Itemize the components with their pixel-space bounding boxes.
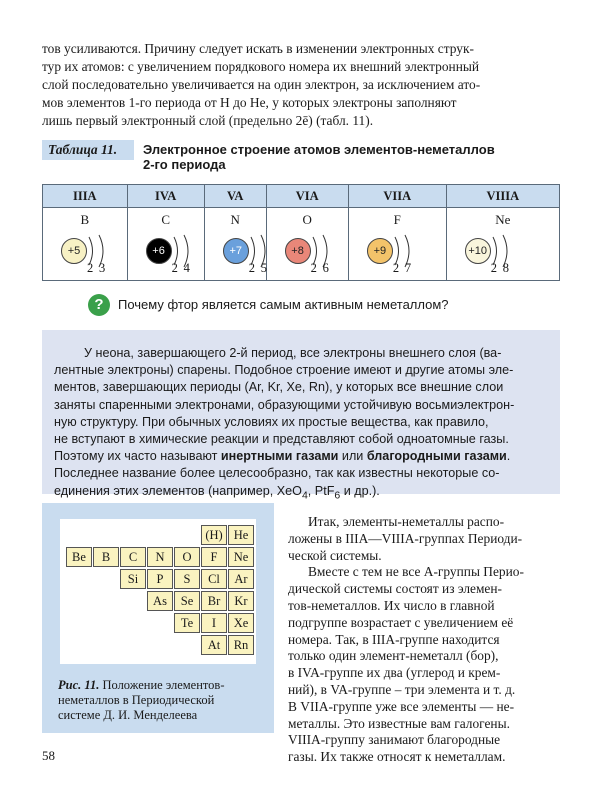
electron-count: 3 (99, 261, 106, 275)
figure-caption-line: системе Д. И. Менделеева (58, 708, 198, 722)
electron-count: 2 (490, 261, 497, 275)
right-paragraph-1: Итак, элементы-неметаллы распо- ложены в IIIA—VIIIA-группах Периоди- ческой системы. (288, 514, 523, 563)
atom-diagram (285, 234, 355, 274)
figure-caption-line: неметаллов в Периодической (58, 693, 215, 707)
element-cell: Ne (228, 547, 254, 567)
element-cell: Xe (228, 613, 254, 633)
element-cell (127, 208, 204, 281)
group-header: VIIIA (446, 185, 559, 208)
group-header: VA (204, 185, 266, 208)
page-number: 58 (42, 748, 55, 763)
element-cell: F (201, 547, 227, 567)
box-line: Поэтому их часто называют инертными газами или благородными газами. (54, 449, 511, 464)
group-header: IVA (127, 185, 204, 208)
electron-structure-table (42, 184, 560, 281)
electron-count: 4 (183, 261, 190, 275)
element-cell: Se (174, 591, 200, 611)
element-symbol: F (393, 212, 401, 227)
intro-line: лишь первый электронный слой (предельно 2ē) (табл. 11). (42, 113, 374, 128)
electron-count: 6 (322, 261, 329, 275)
right-paragraph-2: Вместе с тем не все А-группы Перио- дической системы состоят из элемен- тов-неметаллов. Их число в главной подгруппе возрастает с увеличением её номера. Так, в IIIA-группе находится только один элемент-неметалл (бор), в IVA-группе их два (углерод и крем- ний), в VA-группе – три элемента и т. д. В VIIA-группе уже все элементы — не- металлы. Это известные вам галогены. VIIIA-группу занимают благородные газы. Их также относят к неметаллам. (288, 564, 524, 765)
element-cell: C (120, 547, 146, 567)
element-cell: Te (174, 613, 200, 633)
element-cell: Cl (201, 569, 227, 589)
group-header: VIA (266, 185, 348, 208)
nucleus-icon: +10 (465, 238, 491, 264)
figure-caption-line: Положение элементов- (102, 678, 225, 692)
electron-count: 2 (248, 261, 256, 275)
element-cell: I (201, 613, 227, 633)
electron-count: 2 (171, 261, 178, 275)
element-cell: Kr (228, 591, 254, 611)
intro-line: тур их атомов: с увеличением порядкового номера их внешний электронный (42, 59, 480, 74)
element-cell: O (174, 547, 200, 567)
figure-caption (58, 678, 268, 723)
atom-diagram (465, 234, 535, 274)
element-cell: Be (66, 547, 92, 567)
box-line: заняты спаренными электронами, образующими устойчивую восьмиэлектрон- (54, 397, 515, 412)
nucleus-icon: +8 (285, 238, 311, 264)
element-cell: B (93, 547, 119, 567)
element-cell: He (228, 525, 254, 545)
electron-count: 5 (260, 261, 268, 275)
nucleus-icon: +5 (61, 238, 87, 264)
element-cell: P (147, 569, 173, 589)
table-caption-line: Электронное строение атомов элементов-неметаллов (143, 142, 495, 157)
electron-count: 2 (310, 261, 317, 275)
element-cell (348, 208, 446, 281)
element-cell: Si (120, 569, 146, 589)
element-symbol: O (302, 212, 312, 227)
element-symbol: N (230, 212, 240, 227)
intro-line: мов элементов 1-го периода от H до He, у которых электроны заполняют (42, 95, 457, 110)
term-noble-gases: благородными газами (366, 449, 507, 464)
figure-caption-label: Рис. 11. (58, 678, 100, 692)
element-cell: S (174, 569, 200, 589)
nucleus-icon: +9 (367, 238, 393, 264)
box-line: ную структуру. При обычных условиях их простые вещества, как правило, (54, 414, 489, 429)
element-cell: (H) (201, 525, 227, 545)
nucleus-icon: +7 (223, 238, 249, 264)
element-symbol: Ne (495, 212, 511, 227)
element-symbol: B (80, 212, 90, 227)
element-cell: As (147, 591, 173, 611)
element-symbol: C (161, 212, 170, 227)
term-inert-gases: инертными газами (220, 449, 339, 464)
electron-count: 7 (404, 261, 412, 275)
atom-diagram (367, 234, 437, 274)
element-cell: Ar (228, 569, 254, 589)
table-caption-label: Таблица 11. (42, 140, 134, 160)
nucleus-icon: +6 (146, 238, 172, 264)
element-cell (43, 208, 128, 281)
right-column-text (288, 514, 560, 766)
element-cell (446, 208, 559, 281)
intro-line: слой последовательно увеличивается на один электрон, за исключением ато- (42, 77, 481, 92)
intro-line: тов усиливаются. Причину следует искать в изменении электронных струк- (42, 41, 474, 56)
electron-count: 2 (392, 261, 400, 275)
question-icon: ? (88, 294, 110, 316)
atom-diagram (61, 234, 131, 274)
group-header: VIIA (348, 185, 446, 208)
electron-count: 8 (502, 261, 509, 275)
box-line: единения этих элементов (например, XeO$_4$, PtF$_6$ и др.). (54, 483, 380, 502)
question-text: Почему фтор является самым активным неметаллом? (118, 297, 449, 312)
box-line: не вступают в химические реакции и представляют собой одноатомные газы. (54, 432, 509, 447)
group-header: IIIA (43, 185, 128, 208)
element-cell (266, 208, 348, 281)
element-cell: N (147, 547, 173, 567)
element-cell (204, 208, 266, 281)
table-caption-line: 2-го периода (143, 157, 226, 172)
intro-paragraph (42, 40, 560, 130)
element-cell: Rn (228, 635, 254, 655)
table-caption-title (143, 142, 543, 172)
box-line: Последнее название более целесообразно, так как известны некоторые со- (54, 466, 500, 481)
box-line: У неона, завершающего 2-й период, все электроны внешнего слоя (ва- (84, 346, 502, 360)
nonmetal-positions-grid (60, 519, 256, 664)
noble-gas-text (54, 345, 548, 504)
box-line: ментов, завершающих периоды (Ar, Kr, Xe, Rn), у которых все внешние слои (54, 380, 504, 395)
box-line: лентные электроны) спарены. Подобное строение имеют и другие атомы эле- (54, 363, 514, 378)
element-cell: At (201, 635, 227, 655)
electron-count: 2 (87, 261, 94, 275)
element-cell: Br (201, 591, 227, 611)
